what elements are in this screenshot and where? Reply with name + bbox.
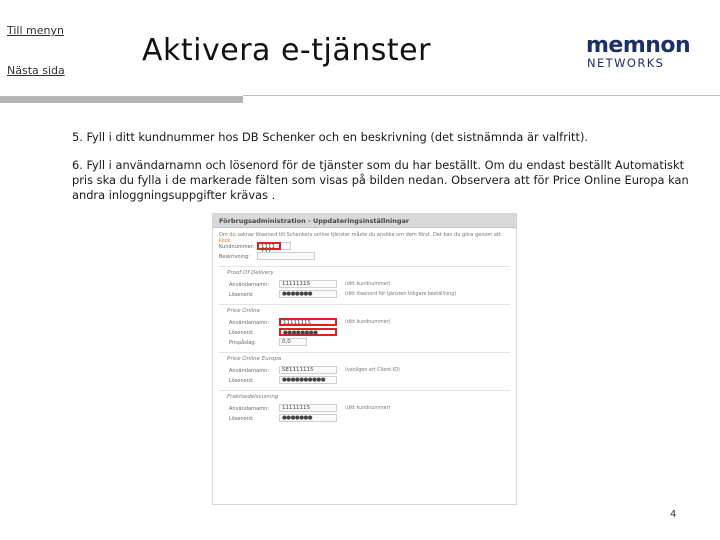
form-row	[219, 290, 510, 300]
password-field: ●●●●●●●●●●	[279, 376, 337, 384]
customer-number-highlight: 1111	[257, 242, 281, 250]
field-label: Användarnamn:	[229, 282, 269, 288]
form-row	[219, 338, 510, 348]
intro-link: klick	[219, 238, 231, 244]
memnon-logo	[586, 33, 698, 70]
field-label: Användarnamn:	[229, 406, 269, 412]
markup-field: 0,0	[279, 338, 307, 346]
page-title: Aktivera e-tjänster	[142, 33, 431, 68]
intro-text: Om du saknar lösenord till Schenkers online tjänster måste du ansöka om dem först. Det kan du göra genom att	[219, 232, 501, 238]
field-hint: (ditt lösenord för tjänsten tidigare beställning)	[345, 292, 457, 297]
field-label: Användarnamn:	[229, 368, 269, 374]
password-field: ●●●●●●●●	[279, 328, 337, 336]
logo-text-bottom: NETWORKS	[587, 56, 665, 70]
description-label: Beskrivning:	[219, 254, 250, 260]
field-label: Användarnamn:	[229, 320, 269, 326]
logo-text-top: memnon	[586, 33, 691, 58]
form-screenshot-header: Förbrugsadministration - Uppdateringsinställningar	[213, 214, 516, 228]
nav-link-menu[interactable]: Till menyn	[7, 24, 64, 37]
form-row	[219, 376, 510, 386]
description-row	[213, 252, 516, 262]
nav-link-next-page[interactable]: Nästa sida	[7, 64, 65, 77]
field-hint: (ditt kundnummer)	[345, 282, 391, 287]
field-label: Prispåslag:	[229, 340, 257, 346]
field-label: Lösenord:	[229, 378, 254, 384]
field-hint: (ditt kundnummer)	[345, 406, 391, 411]
customer-number-label: Kundnummer:	[219, 244, 255, 250]
section-title: Price Online Europa	[227, 356, 282, 362]
instruction-step-5: 5. Fyll i ditt kundnummer hos DB Schenker och en beskrivning (det sistnämnda är valfritt).	[72, 130, 589, 144]
section-proof-of-delivery	[219, 266, 510, 300]
section-title: Fraktsedelsvisning	[227, 394, 279, 400]
field-label: Lösenord:	[229, 292, 254, 298]
password-field: ●●●●●●●	[279, 414, 337, 422]
form-row	[219, 366, 510, 376]
form-row	[219, 328, 510, 338]
username-field: SE1111115	[279, 366, 337, 374]
form-row	[219, 414, 510, 424]
field-label: Lösenord:	[229, 330, 254, 336]
field-hint: (ditt kundnummer)	[345, 320, 391, 325]
username-field: 1111111S	[279, 318, 337, 326]
form-row	[219, 404, 510, 414]
section-fraktsedelsvisning	[219, 390, 510, 424]
instruction-step-6: 6. Fyll i användarnamn och lösenord för de tjänster som du har beställt. Om du endast beställt Automatiskt pris ska du fylla i de markerade fälten som visas på bilden nedan. Observera att för Price Online Europa kan andra inloggningsuppgifter krävas .	[72, 158, 689, 202]
header-divider	[243, 95, 720, 96]
page-number: 4	[670, 509, 677, 520]
header-accent-bar	[0, 96, 243, 103]
field-hint: (vanligen ert Client-ID)	[345, 368, 400, 373]
section-price-online	[219, 304, 510, 348]
section-title: Price Online	[227, 308, 261, 314]
section-title: Proof Of Delivery	[227, 270, 274, 276]
field-label: Lösenord:	[229, 416, 254, 422]
form-row	[219, 280, 510, 290]
form-screenshot	[212, 213, 517, 505]
description-field	[257, 252, 315, 260]
username-field: 1111111S	[279, 280, 337, 288]
username-field: 1111111S	[279, 404, 337, 412]
form-screenshot-intro	[213, 228, 516, 242]
password-field: ●●●●●●●	[279, 290, 337, 298]
customer-number-row	[213, 242, 516, 252]
section-price-online-europa	[219, 352, 510, 386]
form-row	[219, 318, 510, 328]
